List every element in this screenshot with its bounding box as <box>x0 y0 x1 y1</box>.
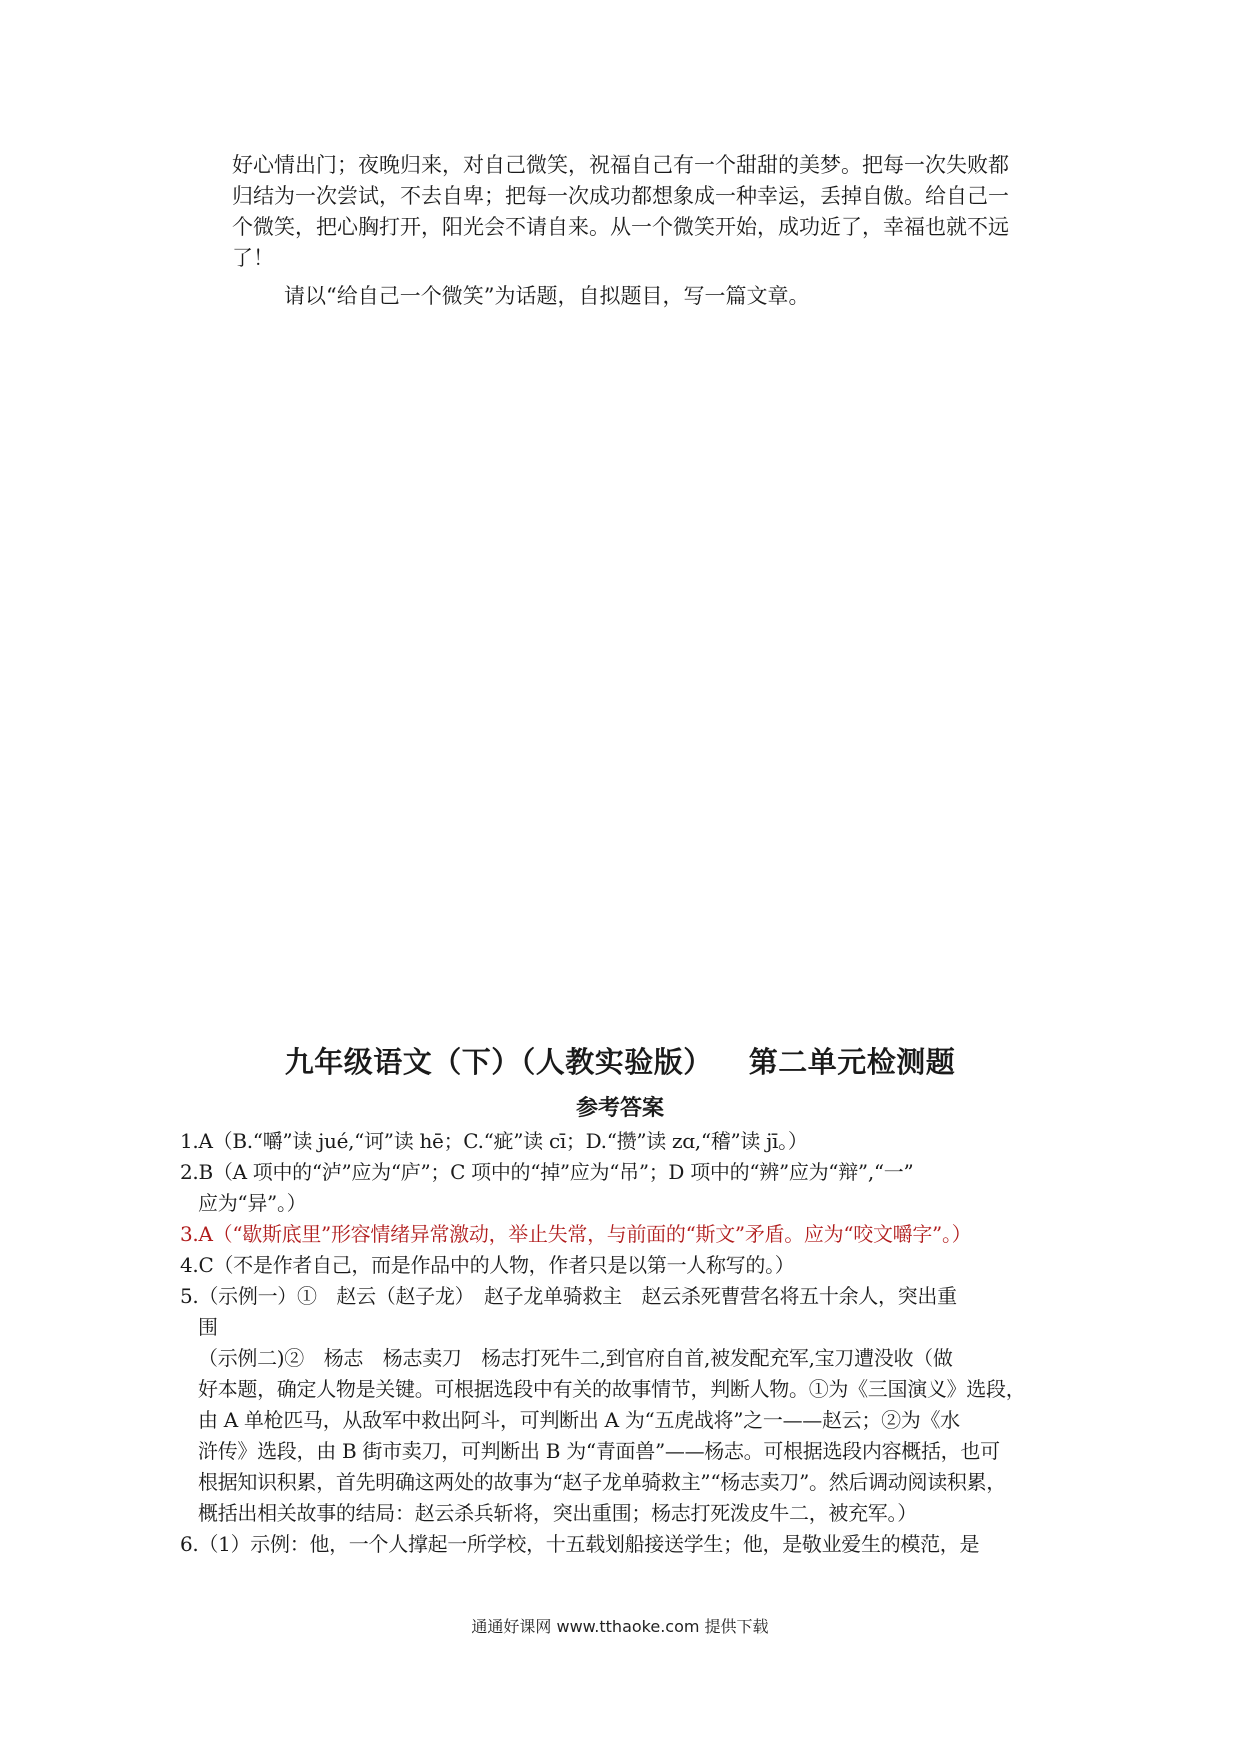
answer-5-continuation: 好本题，确定人物是关键。可根据选段中有关的故事情节，判断人物。①为《三国演义》选段， <box>198 1377 1026 1401</box>
answer-3: 3.A（“歇斯底里”形容情绪异常激动，举止失常，与前面的“斯文”矛盾。应为“咬文嚼字”。） <box>180 1222 972 1246</box>
answer-key-subtitle: 参考答案 <box>575 1096 664 1121</box>
answer-2: 2.B（A 项中的“泸”应为“庐”；C 项中的“掉”应为“吊”；D 项中的“辨”应为“辩”,“一” <box>180 1160 914 1184</box>
page-title <box>180 1040 1060 1081</box>
essay-excerpt <box>232 150 1062 312</box>
answer-5-continuation: 由 A 单枪匹马，从敌军中救出阿斗，可判断出 A 为“五虎战将”之一——赵云；②为《水 <box>198 1408 960 1432</box>
answer-5-continuation: 围 <box>198 1315 218 1339</box>
title-right: 第二单元检测题 <box>748 1045 956 1079</box>
answer-2-continuation: 应为“异”。） <box>198 1191 307 1215</box>
answer-key-section <box>180 1040 1060 1560</box>
essay-line: 个微笑，把心胸打开，阳光会不请自来。从一个微笑开始，成功近了，幸福也就不远 <box>232 215 1009 239</box>
answer-5-continuation: 概括出相关故事的结局：赵云杀兵斩将，突出重围；杨志打死泼皮牛二，被充军。） <box>198 1501 917 1525</box>
answer-5: 5.（示例一）① 赵云（赵子龙） 赵子龙单骑救主 赵云杀死曹营名将五十余人，突出重 <box>180 1284 957 1308</box>
essay-line: 好心情出门；夜晚归来，对自己微笑，祝福自己有一个甜甜的美梦。把每一次失败都 <box>232 153 1009 177</box>
answer-5-continuation: 根据知识积累，首先明确这两处的故事为“赵子龙单骑救主”“杨志卖刀”。然后调动阅读积累， <box>198 1470 1006 1494</box>
writing-prompt: 请以“给自己一个微笑”为话题，自拟题目，写一篇文章。 <box>284 284 810 308</box>
answer-5-continuation: 浒传》选段，由 B 街市卖刀，可判断出 B 为“青面兽”——杨志。可根据选段内容概括，也可 <box>198 1439 1000 1463</box>
title-left: 九年级语文（下）（人教实验版） <box>284 1045 713 1079</box>
essay-line: 了！ <box>232 246 274 270</box>
answer-4: 4.C（不是作者自己，而是作品中的人物，作者只是以第一人称写的。） <box>180 1253 795 1277</box>
answer-6: 6.（1）示例：他，一个人撑起一所学校，十五载划船接送学生；他，是敬业爱生的模范，是 <box>180 1532 980 1556</box>
page-footer: 通通好课网 www.tthaoke.com 提供下载 <box>471 1617 769 1636</box>
answer-5-continuation: （示例二)② 杨志 杨志卖刀 杨志打死牛二,到官府自首,被发配充军,宝刀遭没收（做 <box>198 1346 953 1370</box>
answer-1: 1.A（B.“嚼”读 jué,“诃”读 hē；C.“疵”读 cī；D.“攒”读 zɑ,“稽”读 jī。） <box>180 1129 808 1153</box>
essay-line: 归结为一次尝试，不去自卑；把每一次成功都想象成一种幸运，丢掉自傲。给自己一 <box>232 184 1009 208</box>
